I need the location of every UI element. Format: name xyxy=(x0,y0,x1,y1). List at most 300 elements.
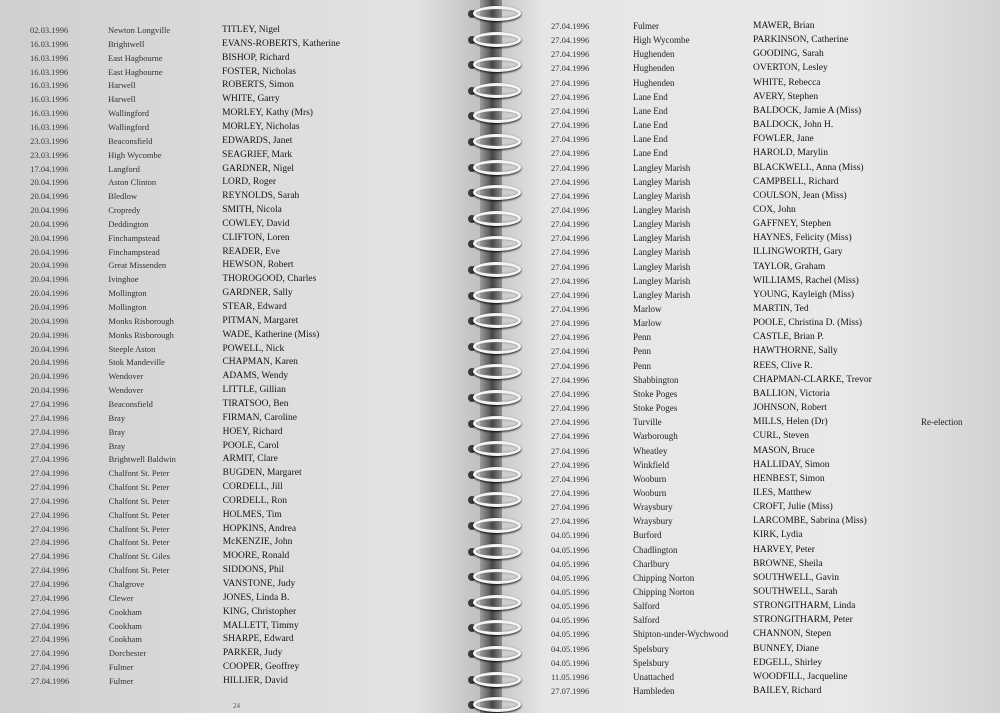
entry-name: SMITH, Nicola xyxy=(222,205,282,216)
entry-row xyxy=(493,628,1000,641)
entry-row xyxy=(493,459,1000,472)
entry-place: Penn xyxy=(633,360,651,371)
entry-name: ILLINGWORTH, Gary xyxy=(753,247,843,258)
entry-row xyxy=(493,218,1000,231)
entry-date: 27.04.1996 xyxy=(551,162,590,173)
binding-coil xyxy=(468,286,524,307)
entry-name: MARTIN, Ted xyxy=(753,304,809,314)
entry-date: 27.04.1996 xyxy=(551,403,590,414)
entry-row xyxy=(0,52,480,65)
binding-coil xyxy=(468,516,524,537)
entry-name: HOEY, Richard xyxy=(222,426,283,437)
entry-date: 27.04.1996 xyxy=(30,579,70,589)
entry-date: 20.04.1996 xyxy=(30,205,69,216)
binding-coil xyxy=(468,542,524,563)
entry-date: 27.04.1996 xyxy=(30,454,69,465)
entry-date: 27.04.1996 xyxy=(30,523,69,534)
entry-date: 16.03.1996 xyxy=(30,108,69,119)
entry-date: 27.04.1996 xyxy=(30,509,69,520)
entry-row xyxy=(493,600,1000,613)
entry-name: BALLION, Victoria xyxy=(753,388,830,399)
entry-name: FOSTER, Nicholas xyxy=(222,66,296,77)
right-page xyxy=(493,0,1000,713)
entry-date: 27.04.1996 xyxy=(551,247,590,258)
entry-name: PARKINSON, Catherine xyxy=(753,35,849,46)
entry-row xyxy=(0,24,480,37)
entry-date: 04.05.1996 xyxy=(551,558,590,569)
entry-place: Finchampstead xyxy=(108,232,160,243)
entry-name: FIRMAN, Caroline xyxy=(222,412,297,423)
entry-place: Deddington xyxy=(108,218,149,229)
entry-row xyxy=(493,204,1000,217)
entry-row xyxy=(493,529,1000,542)
entry-name: SOUTHWELL, Sarah xyxy=(753,587,838,597)
entry-name: CLIFTON, Loren xyxy=(222,232,290,243)
entry-place: Clewer xyxy=(108,592,134,603)
entry-place: Langley Marish xyxy=(633,190,691,201)
entry-place: Warborough xyxy=(633,431,678,442)
coil-loop xyxy=(473,185,521,200)
coil-loop xyxy=(473,288,521,303)
entry-date: 11.05.1996 xyxy=(551,671,589,682)
entry-place: Stoke Poges xyxy=(633,388,678,399)
entry-row xyxy=(1,398,481,411)
coil-loop xyxy=(473,364,521,379)
entry-date: 04.05.1996 xyxy=(551,615,590,626)
entry-date: 20.04.1996 xyxy=(30,329,69,340)
entry-name: BALDOCK, Jamie A (Miss) xyxy=(753,105,862,116)
entry-date: 27.04.1996 xyxy=(551,459,590,470)
entry-name: PITMAN, Margaret xyxy=(222,315,299,326)
entry-name: LORD, Roger xyxy=(222,177,277,188)
entry-place: Dorchester xyxy=(108,648,147,659)
entry-row xyxy=(493,671,1000,684)
entry-date: 20.04.1996 xyxy=(30,385,69,396)
entry-name: KIRK, Lydia xyxy=(753,530,803,541)
entry-row xyxy=(0,343,480,356)
entry-name: ADAMS, Wendy xyxy=(222,371,289,382)
coil-loop xyxy=(473,492,521,507)
binding-coil xyxy=(468,81,524,102)
entry-date: 16.03.1996 xyxy=(30,121,69,132)
entry-date: 27.04.1996 xyxy=(551,77,590,88)
entry-place: Chipping Norton xyxy=(633,587,695,597)
entry-date: 27.04.1996 xyxy=(551,233,590,244)
entry-row xyxy=(0,176,480,189)
entry-place: Wooburn xyxy=(633,473,667,484)
entry-place: Monks Risborough xyxy=(108,329,174,340)
entry-row xyxy=(493,48,1000,61)
entry-place: Cookham xyxy=(108,606,142,617)
entry-date: 27.04.1996 xyxy=(551,190,590,201)
coil-loop xyxy=(473,339,521,354)
entry-place: Penn xyxy=(633,346,651,357)
entry-date: 16.03.1996 xyxy=(30,52,69,63)
entry-place: Salford xyxy=(633,601,660,612)
entry-name: ROBERTS, Simon xyxy=(222,80,294,91)
coil-loop xyxy=(473,262,521,277)
entry-place: High Wycombe xyxy=(633,35,690,46)
entry-row xyxy=(0,135,480,148)
entry-row xyxy=(1,509,481,522)
entry-date: 20.04.1996 xyxy=(30,274,69,285)
entry-date: 27.04.1996 xyxy=(551,134,590,145)
entry-date: 27.04.1996 xyxy=(30,634,70,645)
entry-date: 16.03.1996 xyxy=(30,94,69,105)
entry-place: Marlow xyxy=(633,318,662,329)
entry-row xyxy=(493,232,1000,245)
entry-row xyxy=(0,273,480,286)
binding-coil xyxy=(468,618,524,639)
binding-coil xyxy=(468,158,524,179)
entry-row xyxy=(493,374,1000,387)
entry-place: Lane End xyxy=(633,120,668,131)
entry-place: Newton Longville xyxy=(108,25,171,35)
entry-row xyxy=(1,384,481,397)
entry-date: 23.03.1996 xyxy=(30,149,69,160)
entry-row xyxy=(493,20,1000,33)
entry-place: Stok Mandeville xyxy=(108,357,165,368)
entry-place: Hughenden xyxy=(633,77,675,88)
coil-loop xyxy=(473,32,521,47)
entry-name: MORLEY, Kathy (Mrs) xyxy=(222,108,313,119)
entry-name: FOWLER, Jane xyxy=(753,134,814,145)
entry-date: 20.04.1996 xyxy=(30,246,69,257)
entry-place: Langley Marish xyxy=(633,289,691,300)
binding-coil xyxy=(468,55,524,76)
coil-loop xyxy=(473,544,521,559)
entry-place: Winkfield xyxy=(633,459,670,470)
entry-place: Bray xyxy=(108,426,126,437)
entry-date: 27.04.1996 xyxy=(551,91,590,102)
entry-place: Beaconsfield xyxy=(108,398,153,409)
entry-row xyxy=(1,412,481,425)
entry-name: STRONGITHARM, Linda xyxy=(753,601,856,612)
entry-name: COULSON, Jean (Miss) xyxy=(753,190,847,201)
entry-place: Bledlow xyxy=(108,191,138,202)
entry-row xyxy=(493,416,1000,429)
entry-row xyxy=(493,147,1000,160)
entry-name: WADE, Katherine (Miss) xyxy=(222,329,320,340)
entry-row xyxy=(1,592,481,605)
coil-loop xyxy=(473,211,521,226)
entry-name: CAMPBELL, Richard xyxy=(753,176,839,187)
entry-name: HOPKINS, Andrea xyxy=(222,523,297,534)
entry-row xyxy=(0,79,480,92)
entry-row xyxy=(493,643,1000,656)
entry-place: Langford xyxy=(108,163,140,174)
entry-row xyxy=(493,402,1000,415)
entry-row xyxy=(0,218,480,231)
entry-date: 27.04.1996 xyxy=(30,537,69,548)
entry-name: ARMIT, Clare xyxy=(222,454,278,465)
entry-row xyxy=(493,77,1000,90)
entry-row xyxy=(493,62,1000,75)
entry-place: Spelsbury xyxy=(633,643,669,654)
left-entries xyxy=(0,0,487,713)
entry-name: CHAPMAN, Karen xyxy=(222,357,298,368)
entry-name: REYNOLDS, Sarah xyxy=(222,191,300,202)
entry-place: Langley Marish xyxy=(633,204,691,215)
entry-place: Brightwell xyxy=(108,38,145,49)
entry-name: BISHOP, Richard xyxy=(222,52,290,63)
binding-coil xyxy=(468,106,524,127)
entry-name: POOLE, Christina D. (Miss) xyxy=(753,318,862,329)
entry-row xyxy=(493,303,1000,316)
entry-date: 20.04.1996 xyxy=(30,315,69,326)
entry-row xyxy=(1,453,481,466)
entry-name: WOODFILL, Jacqueline xyxy=(753,671,848,682)
binding-coil xyxy=(468,30,524,51)
entry-name: KING, Christopher xyxy=(222,606,297,617)
entry-date: 27.04.1996 xyxy=(551,35,590,46)
coil-loop xyxy=(473,57,521,72)
entry-date: 27.07.1996 xyxy=(551,686,590,697)
entry-place: Bray xyxy=(108,412,126,423)
entry-date: 27.04.1996 xyxy=(551,204,590,215)
entry-row xyxy=(493,34,1000,47)
entry-place: Cropredy xyxy=(108,205,141,216)
entry-date: 16.03.1996 xyxy=(30,38,69,49)
entry-date: 27.04.1996 xyxy=(551,261,590,272)
entry-name: CROFT, Julie (Miss) xyxy=(753,502,833,513)
entry-name: SEAGRIEF, Mark xyxy=(222,149,293,160)
binding-coil xyxy=(468,132,524,153)
entry-date: 27.04.1996 xyxy=(30,495,69,506)
coil-loop xyxy=(473,620,521,635)
entry-date: 27.04.1996 xyxy=(551,502,590,513)
entry-row xyxy=(0,315,480,328)
entry-row xyxy=(0,259,480,272)
entry-row xyxy=(493,657,1000,670)
entry-row xyxy=(493,246,1000,259)
entry-row xyxy=(493,388,1000,401)
entry-name: MILLS, Helen (Dr) xyxy=(753,417,828,428)
entry-row xyxy=(1,536,481,549)
coil-loop xyxy=(473,313,521,328)
entry-name: POOLE, Carol xyxy=(222,440,280,451)
entry-place: Charlbury xyxy=(633,558,670,569)
entry-name: CHAPMAN-CLARKE, Trevor xyxy=(753,374,872,385)
entry-row xyxy=(493,91,1000,104)
entry-name: HARVEY, Peter xyxy=(753,544,815,555)
entry-place: Cookham xyxy=(108,634,142,645)
entry-date: 16.03.1996 xyxy=(30,66,69,77)
entry-row xyxy=(1,578,481,591)
entry-row xyxy=(493,430,1000,443)
coil-loop xyxy=(473,467,521,482)
entry-name: LITTLE, Gillian xyxy=(222,385,286,396)
entry-name: MOORE, Ronald xyxy=(222,551,290,562)
entry-row xyxy=(493,445,1000,458)
entry-place: Chadlington xyxy=(633,544,678,555)
entry-date: 27.04.1996 xyxy=(551,473,590,484)
entry-name: GOODING, Sarah xyxy=(753,49,824,60)
entry-date: 27.04.1996 xyxy=(30,565,70,576)
entry-name: HEWSON, Robert xyxy=(222,260,294,271)
binding-coil xyxy=(468,362,524,383)
entry-place: Chalfont St. Peter xyxy=(108,565,170,576)
entry-place: Hambleden xyxy=(633,686,675,697)
entry-place: Chalgrove xyxy=(108,579,145,589)
entry-date: 17.04.1996 xyxy=(30,163,69,174)
entry-name: PARKER, Judy xyxy=(222,648,283,659)
coil-loop xyxy=(473,518,521,533)
entry-place: East Hagbourne xyxy=(108,52,163,63)
entry-place: Langley Marish xyxy=(633,162,691,173)
entry-date: 27.04.1996 xyxy=(30,662,70,673)
entry-name: BALDOCK, John H. xyxy=(753,120,834,131)
entry-place: Lane End xyxy=(633,105,668,116)
entry-date: 04.05.1996 xyxy=(551,601,590,612)
entry-date: 20.04.1996 xyxy=(30,218,69,229)
entry-note: Re-election xyxy=(921,417,963,428)
entry-place: Wooburn xyxy=(633,487,667,498)
entry-name: GARDNER, Nigel xyxy=(222,163,294,174)
binding-coil xyxy=(468,670,524,691)
entry-place: Langley Marish xyxy=(633,233,691,244)
entry-name: BROWNE, Sheila xyxy=(753,558,823,569)
entry-name: CURL, Steven xyxy=(753,431,809,442)
entry-name: CHANNON, Stepen xyxy=(753,629,832,640)
entry-place: Marlow xyxy=(633,304,662,314)
coil-loop xyxy=(473,134,521,149)
entry-name: REES, Clive R. xyxy=(753,360,813,371)
entry-place: Burford xyxy=(633,530,662,541)
coil-loop xyxy=(473,108,521,123)
entry-place: Wheatley xyxy=(633,445,668,456)
entry-date: 27.04.1996 xyxy=(551,388,590,399)
entry-name: OVERTON, Lesley xyxy=(753,63,828,74)
entry-date: 04.05.1996 xyxy=(551,587,590,597)
entry-date: 27.04.1996 xyxy=(551,431,590,442)
entry-date: 27.04.1996 xyxy=(30,440,69,451)
entry-date: 20.04.1996 xyxy=(30,343,69,354)
entry-date: 20.04.1996 xyxy=(30,357,69,368)
entry-date: 20.04.1996 xyxy=(30,302,69,312)
entry-place: Chalfont St. Peter xyxy=(108,482,170,493)
entry-row xyxy=(0,329,480,342)
entry-name: TIRATSOO, Ben xyxy=(222,398,289,409)
entry-name: ILES, Matthew xyxy=(753,487,812,498)
entry-date: 23.03.1996 xyxy=(30,135,69,146)
entry-row xyxy=(493,558,1000,571)
entry-name: JONES, Linda B. xyxy=(222,592,290,603)
entry-row xyxy=(493,176,1000,189)
entry-date: 27.04.1996 xyxy=(551,417,590,428)
entry-name: MORLEY, Nicholas xyxy=(222,121,300,132)
entry-place: Wraysbury xyxy=(633,502,673,513)
binding-coil xyxy=(468,311,524,332)
entry-name: POWELL, Nick xyxy=(222,343,285,354)
entry-name: HAROLD, Marylin xyxy=(753,148,828,159)
entry-place: Shabbington xyxy=(633,374,679,385)
entry-place: Langley Marish xyxy=(633,247,691,258)
entry-place: Mollington xyxy=(108,302,147,312)
entry-row xyxy=(0,246,480,259)
entry-row xyxy=(1,633,481,646)
entry-row xyxy=(0,93,480,106)
entry-row xyxy=(1,647,481,660)
entry-name: READER, Eve xyxy=(222,246,280,257)
entry-place: Great Missenden xyxy=(108,260,167,271)
entry-row xyxy=(1,564,481,577)
entry-place: Fulmer xyxy=(108,662,134,673)
entry-name: JOHNSON, Robert xyxy=(753,403,827,414)
entry-date: 27.04.1996 xyxy=(30,398,69,409)
entry-date: 27.04.1996 xyxy=(551,21,590,31)
entry-date: 27.04.1996 xyxy=(551,219,590,230)
entry-row xyxy=(0,301,480,314)
entry-place: Chalfont St. Peter xyxy=(108,523,170,534)
entry-row xyxy=(0,232,480,245)
entry-row xyxy=(493,133,1000,146)
entry-row xyxy=(493,360,1000,373)
entry-date: 27.04.1996 xyxy=(551,346,590,357)
entry-place: Lane End xyxy=(633,134,668,145)
entry-place: Aston Clinton xyxy=(108,177,157,188)
entry-place: Cookham xyxy=(108,620,142,631)
entry-date: 27.04.1996 xyxy=(30,620,70,631)
entry-row xyxy=(493,119,1000,132)
entry-place: Harwell xyxy=(108,94,136,105)
entry-place: Monks Risborough xyxy=(108,315,174,326)
coil-loop xyxy=(473,441,521,456)
entry-name: EVANS-ROBERTS, Katherine xyxy=(222,38,341,49)
coil-loop xyxy=(473,672,521,687)
entry-date: 27.04.1996 xyxy=(551,63,590,74)
entry-row xyxy=(493,190,1000,203)
entry-row xyxy=(493,515,1000,528)
entry-date: 20.04.1996 xyxy=(30,371,69,382)
entry-name: MAWER, Brian xyxy=(753,21,815,31)
entry-name: WHITE, Rebecca xyxy=(753,77,821,88)
coil-loop xyxy=(473,390,521,405)
entry-row xyxy=(1,606,481,619)
entry-place: Turville xyxy=(633,417,662,428)
entry-name: AVERY, Stephen xyxy=(753,91,819,102)
entry-place: Wraysbury xyxy=(633,516,673,527)
entry-row xyxy=(1,495,481,508)
entry-name: HALLIDAY, Simon xyxy=(753,459,830,470)
entry-date: 27.04.1996 xyxy=(551,304,590,314)
entry-row xyxy=(1,675,481,688)
entry-place: High Wycombe xyxy=(108,149,162,160)
entry-place: Salford xyxy=(633,615,660,626)
entry-date: 27.04.1996 xyxy=(30,468,69,479)
entry-row xyxy=(493,345,1000,358)
entry-date: 27.04.1996 xyxy=(551,148,590,159)
entry-name: HAWTHORNE, Sally xyxy=(753,346,838,357)
entry-place: Unattached xyxy=(633,671,674,682)
entry-date: 27.04.1996 xyxy=(30,648,70,659)
entry-place: Langley Marish xyxy=(633,219,691,230)
entry-row xyxy=(1,370,481,383)
binding-coil xyxy=(468,414,524,435)
entry-name: CORDELL, Jill xyxy=(222,482,283,493)
entry-row xyxy=(1,481,481,494)
binding-coil xyxy=(468,260,524,281)
entry-date: 27.04.1996 xyxy=(30,592,70,603)
coil-loop xyxy=(473,6,521,21)
entry-row xyxy=(1,620,481,633)
entry-name: LARCOMBE, Sabrina (Miss) xyxy=(753,516,867,527)
entry-date: 20.04.1996 xyxy=(30,232,69,243)
entry-place: Chipping Norton xyxy=(633,572,695,583)
entry-row xyxy=(1,467,481,480)
entry-name: TITLEY, Nigel xyxy=(222,25,280,35)
entry-date: 27.04.1996 xyxy=(30,412,69,423)
